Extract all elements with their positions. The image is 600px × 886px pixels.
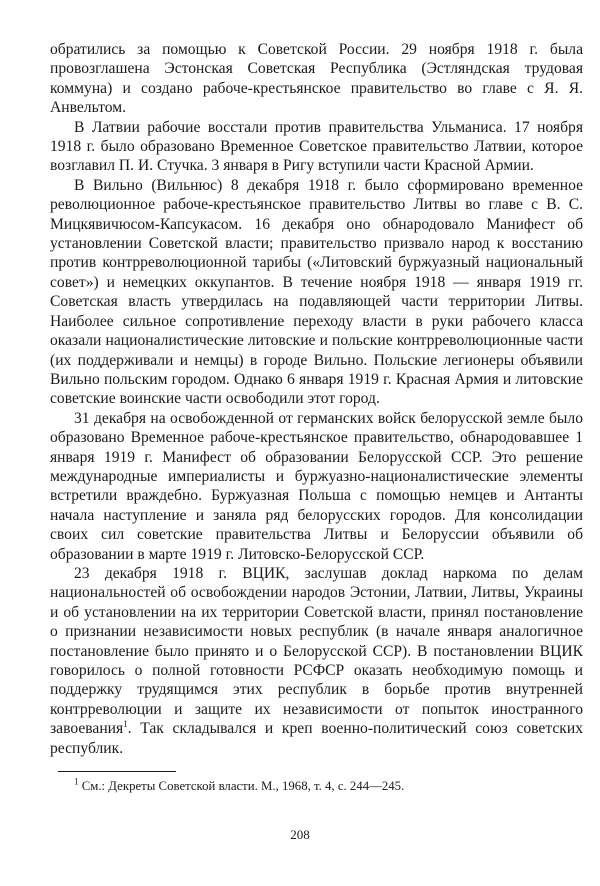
footnote-divider [58,771,176,772]
page-number: 208 [290,827,310,842]
footnote-text: См.: Декреты Советской власти. М., 1968, т. 4, с. 244—245. [81,779,405,794]
paragraph-vtsik-text: 23 декабря 1918 г. ВЦИК, заслушав доклад наркома по делам национальностей об освобождении народов Эстонии, Латвии, Литвы, Украины и об установлении на их территории Советской власти, принял постановление о признании независимости новых республик (в начале января аналогичное постановление было принято и о Белорусской ССР). В постановлении ВЦИК говорилось о полной готовности РСФСР оказать необходимую помощь и поддержку трудящимся этих республик в борьбе против внутренней контрреволюции и защите их независимости от попыток иностранного завоевания [50,564,583,738]
page-body [50,40,583,794]
paragraph-lithuania: В Вильно (Вильнюс) 8 декабря 1918 г. было сформировано временное революционное рабоче-крестьянское правительство Литвы во главе с В. С. Мицкявичюсом-Капсукасом. 16 декабря оно обнародовало Манифест об установлении Советской власти; правительство призвало народ к восстанию против контрреволюционной тарибы («Литовский буржуазный национальный совет») и немецких оккупантов. В течение ноября 1918 — января 1919 гг. Советская власть утвердилась на подавляющей части территории Литвы. Наиболее сильное сопротивление переходу власти в руки рабочего класса оказали националистические литовские и польские контрреволюционные части (их поддерживали и немцы) в городе Вильно. Польские легионеры объявили Вильно польским городом. Однако 6 января 1919 г. Красная Армия и литовские советские воинские части освободили этот город. [50,176,583,408]
paragraph-vtsik-tail: . Так складывался и креп военно-политический союз советских республик. [50,720,583,757]
paragraph-vtsik-decree [50,564,583,758]
footnote [50,778,583,794]
footnote-marker: 1 [74,776,79,787]
paragraph-latvia: В Латвии рабочие восстали против правительства Ульманиса. 17 ноября 1918 г. было образовано Временное Советское правительство Латвии, которое возглавил П. И. Стучка. 3 января в Ригу вступили части Красной Армии. [50,118,583,175]
paragraph-estonia-continued: обратились за помощью к Советской России. 29 ноября 1918 г. была провозглашена Эстонская Советская Республика (Эстляндская трудовая коммуна) и создано рабоче-крестьянское правительство во главе с Я. Я. Анвельтом. [50,41,583,117]
footnote-reference: 1 [123,719,128,730]
paragraph-belarus: 31 декабря на освобожденной от германских войск белорусской земле было образовано Временное рабоче-крестьянское правительство, обнародовавшее 1 января 1919 г. Манифест об образовании Белорусской ССР. Это решение международные империалисты и буржуазно-националистические элементы встретили враждебно. Буржуазная Польша с помощью немцев и Антанты начала наступление и заняла ряд белорусских городов. Для консолидации своих сил советские правительства Литвы и Белоруссии объявили об образовании в марте 1919 г. Литовско-Белорусской ССР. [50,409,583,563]
